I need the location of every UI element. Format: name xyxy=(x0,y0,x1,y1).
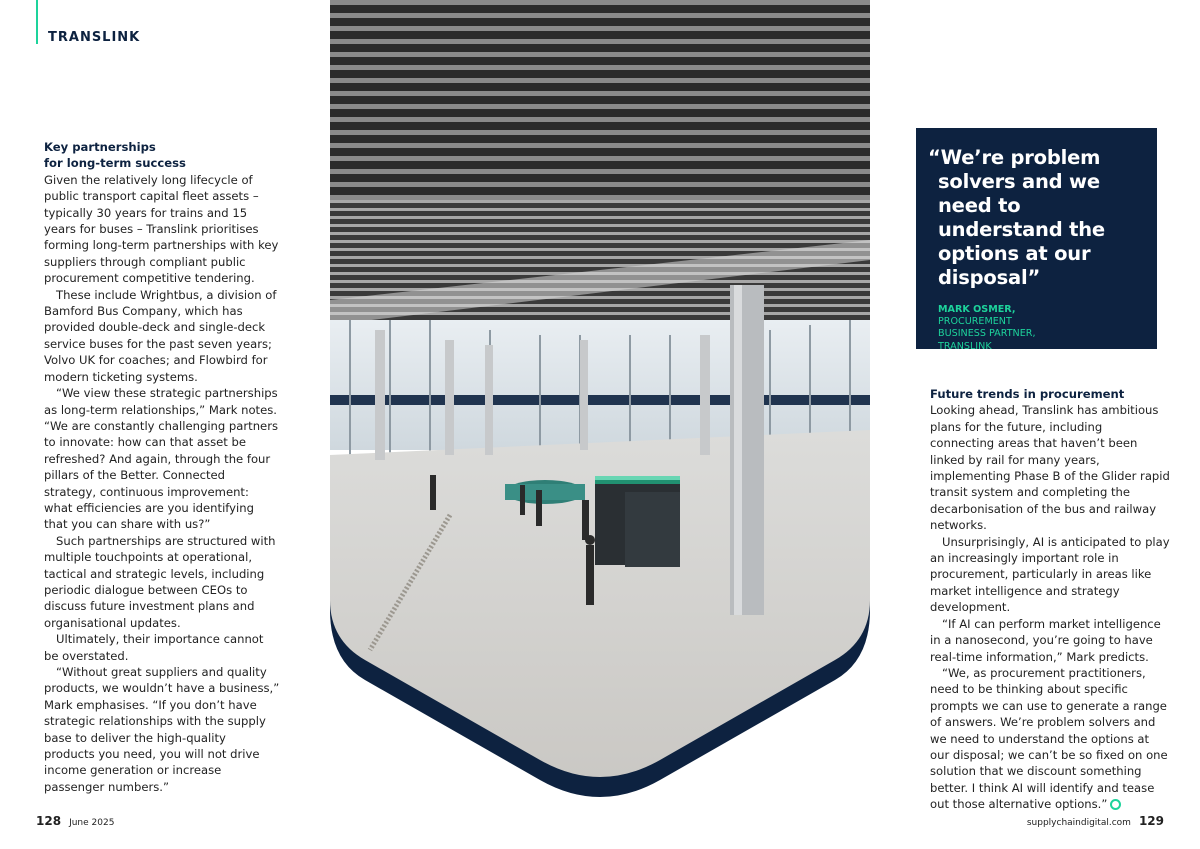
section-brand: TRANSLINK xyxy=(48,30,141,45)
quote-author-role-2: BUSINESS PARTNER, xyxy=(938,328,1036,340)
circle-end-icon xyxy=(1110,799,1121,810)
left-heading-line2: for long-term success xyxy=(44,156,186,171)
left-paragraph: “We view these strategic partnerships as long-term relationships,” Mark notes. “We are constantly challenging partners to innovate: how can that asset be refreshed? And again, through the four pillars of the Better. Connected strategy, continuous improvement: what efficiencies are you identifying that you can share with us?” xyxy=(44,386,278,532)
quote-author-role-1: PROCUREMENT xyxy=(938,316,1012,328)
station-concourse-photo xyxy=(330,0,870,800)
right-paragraph: “If AI can perform market intelligence in a nanosecond, you’re going to have real-time information,” Mark predicts. xyxy=(930,616,1161,664)
pull-quote-text: “We’re problem solvers and we need to understand the options at our disposal” xyxy=(928,146,1105,289)
footer-right xyxy=(1027,814,1164,828)
quote-author-org: TRANSLINK xyxy=(938,340,992,352)
left-paragraph: “Without great suppliers and quality products, we wouldn’t have a business,” Mark emphasises. “If you don’t have strategic relationships with the supply base to deliver the high-quality products you need, you will not drive income generation or increase passenger numbers.” xyxy=(44,665,280,794)
quote-author-name: MARK OSMER, xyxy=(938,304,1016,315)
left-paragraph: Ultimately, their importance cannot be overstated. xyxy=(44,632,264,663)
left-paragraph: Such partnerships are structured with multiple touchpoints at operational, tactical and strategic levels, including periodic dialogue between CEOs to discuss future investment plans and organisational updates. xyxy=(44,533,276,630)
footer-left xyxy=(36,814,114,828)
left-heading-line1: Key partnerships xyxy=(44,140,156,154)
pull-quote-attribution xyxy=(928,304,1145,353)
left-paragraph: These include Wrightbus, a division of Bamford Bus Company, which has provided double-deck and single-deck service buses for the past seven years; Volvo UK for coaches; and Flowbird for modern ticketing systems. xyxy=(44,287,277,384)
left-page-number: 128 xyxy=(36,814,62,828)
left-paragraph: Given the relatively long lifecycle of public transport capital fleet assets – typically 30 years for trains and 15 years for buses – Translink prioritises forming long-term partnerships with key suppliers through compliant public procurement competitive tendering. xyxy=(44,172,279,286)
right-paragraph: Looking ahead, Translink has ambitious plans for the future, including connecting areas that haven’t been linked by rail for many years, implementing Phase B of the Glider rapid transit system and completing the decarbonisation of the bus and railway networks. xyxy=(930,403,1170,533)
right-text-column xyxy=(930,386,1170,813)
right-paragraph xyxy=(930,665,1170,813)
pull-quote-box xyxy=(916,128,1157,352)
right-page-number: 129 xyxy=(1138,814,1164,828)
right-paragraph: Unsurprisingly, AI is anticipated to play an increasingly important role in procurement, particularly in areas like market intelligence and strategy development. xyxy=(930,534,1170,615)
header-rule xyxy=(36,0,38,44)
right-heading: Future trends in procurement xyxy=(930,387,1125,401)
website-link[interactable]: supplychaindigital.com xyxy=(1026,818,1131,828)
right-paragraph-final: “We, as procurement practitioners, need to be thinking about specific prompts we can use to generate a range of answers. We’re problem solvers and we need to understand the options at our disposal; we can’t be so fixed on one solution that we discount something better. I think AI will identify and tease out those alternative options.” xyxy=(930,665,1168,812)
issue-date: June 2025 xyxy=(69,818,115,828)
left-text-column xyxy=(44,139,280,795)
